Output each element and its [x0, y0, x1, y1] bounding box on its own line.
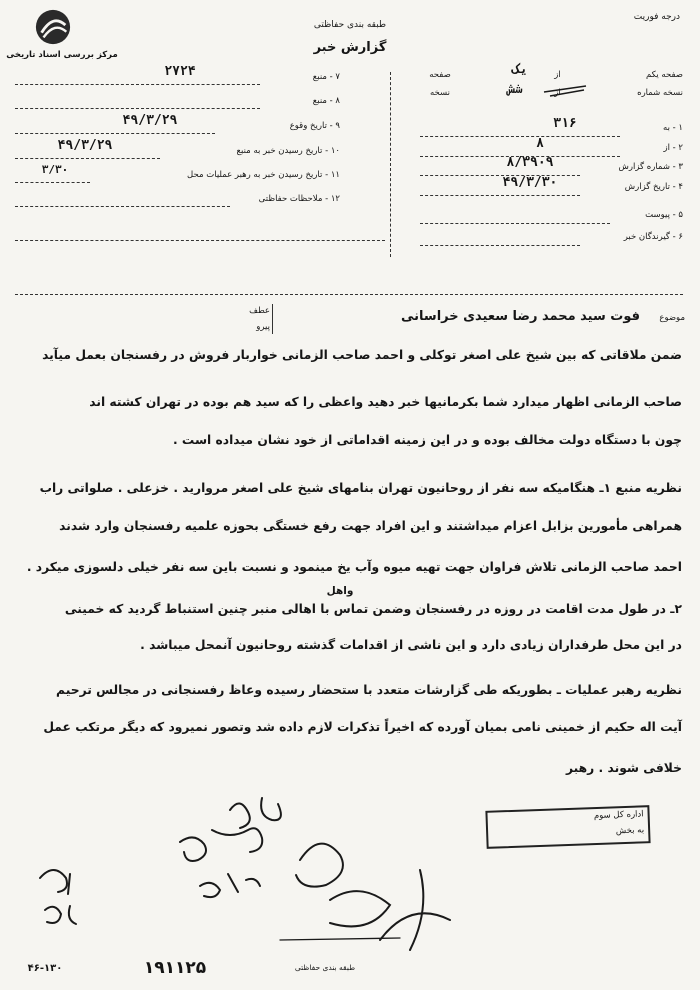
footer-classification: طبقه بندی حفاظتی — [294, 963, 356, 972]
field3-value: ۸/۳۹۰۹ — [506, 155, 554, 170]
field3-label: ۳ - شماره گزارش — [618, 162, 683, 172]
field9-value: ۴۹/۳/۲۹ — [122, 113, 178, 128]
field2-label: ۲ - از — [663, 143, 683, 153]
field7-label: ۷ - منبع — [312, 72, 340, 82]
body-line-10: آیت اله حکیم از خمینی نامی بمیان آورده که اخیراً تذکرات لازم داده شد وتصور نمیرود که دیگر مرتکب عمل — [43, 720, 682, 734]
field4-line — [420, 195, 580, 196]
follow-up-label: پیرو — [256, 322, 270, 332]
field10-label: ۱۰ - تاریخ رسیدن خبر به منبع — [236, 146, 340, 156]
field9-label: ۹ - تاریخ وقوع — [289, 121, 340, 131]
subject-label: موضوع — [659, 313, 685, 323]
field10-line — [15, 158, 160, 159]
field5-label: ۵ - پیوست — [645, 210, 683, 220]
body-line-1: ضمن ملاقاتی که بین شیخ علی اصغر توکلی و احمد صاحب الزمانی خواربار فروش در رفسنجان بعمل میآید — [42, 348, 682, 362]
field9-line — [15, 133, 215, 134]
priority-label: درجه فوریت — [633, 12, 680, 22]
archive-emblem-icon — [34, 8, 72, 46]
field7-line — [15, 84, 260, 85]
field7-value: ۲۷۲۴ — [164, 64, 196, 79]
stamp-line-1: اداره کل سوم — [593, 809, 644, 822]
left-blank-line — [15, 240, 385, 241]
field12-label: ۱۲ - ملاحظات حفاظتی — [258, 194, 340, 204]
field6-line — [420, 245, 580, 246]
field4-label: ۴ - تاریخ گزارش — [624, 182, 683, 192]
body-line-6: احمد صاحب الزمانی تلاش فراوان جهت تهیه میوه وآب یخ مینمود و نسبت باین سه نفر خیلی دلسوزی میکرد . — [26, 560, 682, 574]
field1-value: ۳۱۶ — [553, 116, 577, 131]
body-line-5: همراهی مأمورین بزابل اعزام میداشتند و این افراد جهت رفع خستگی بحوزه علمیه رفسنجان وارد شدند — [59, 519, 682, 533]
stamp-line-2: به بخش — [615, 825, 645, 837]
logo-text: مرکز بررسی اسناد تاریخی — [6, 50, 118, 60]
handwritten-signatures — [0, 790, 700, 990]
field11-label: ۱۱ - تاریخ رسیدن خبر به رهبر عملیات محل — [187, 170, 340, 180]
body-line-9: نظریه رهبر عملیات ـ بطوریکه طی گزارشات متعدد با ستحضار رسیده وعاظ رفسنجانی در مجالس ترحیم — [56, 683, 682, 697]
subject-text: فوت سید محمد رضا سعیدی خراسانی — [401, 309, 640, 324]
footer-left-number: ۴۶-۱۳۰ — [27, 963, 63, 974]
report-title: گزارش خبر — [313, 40, 387, 55]
field8-line — [15, 108, 260, 109]
archive-logo — [4, 6, 120, 66]
body-line-11: خلافی شوند . رهبر — [565, 761, 682, 775]
field6-label: ۶ - گیرندگان خبر — [623, 232, 683, 242]
body-line-2: صاحب الزمانی اظهار میدارد شما بکرمانیها خبر دهید واعظی را که سید هم بوده در تهران کشته اند — [89, 395, 682, 409]
classification-label: طبقه بندی حفاظتی — [313, 20, 387, 30]
body-line-4: نظریه منبع ۱ـ هنگامیکه سه نفر از روحانیون تهران بنامهای شیخ علی اصغر مروارید . خزعلی . صلواتی راب — [39, 481, 682, 495]
reference-label: عطف — [249, 306, 270, 316]
field8-label: ۸ - منبع — [312, 96, 340, 106]
copy-sep: از — [554, 88, 561, 98]
body-line-3: چون با دستگاه دولت مخالف بوده و در این زمینه اقداماتی از خود نشان میداده است . — [172, 433, 682, 447]
field11-value: ۳/۳۰ — [41, 163, 69, 176]
page-label: صفحه یکم — [646, 70, 683, 80]
field4-value: ۴۹/۳/۳۰ — [502, 175, 558, 190]
field2-value: ۸ — [536, 136, 544, 151]
column-divider — [390, 72, 391, 257]
header-separator — [15, 294, 683, 295]
copy-suffix: نسخه — [430, 88, 450, 98]
field1-label: ۱ - به — [663, 123, 683, 133]
page-suffix: صفحه — [429, 70, 451, 80]
copy-label: نسخه شماره — [637, 88, 683, 98]
strikeout-mark — [540, 78, 590, 100]
body-insert: واهل — [326, 585, 354, 597]
body-line-7: ۲ـ در طول مدت اقامت در روزه در رفسنجان وضمن تماس با اهالی منبر چنین استنباط گردید که خمینی — [64, 602, 682, 616]
footer-document-number: ۱۹۱۱۲۵ — [143, 958, 207, 978]
field11-line — [15, 182, 90, 183]
page-value: یک — [512, 62, 528, 77]
field10-value: ۴۹/۳/۲۹ — [57, 138, 113, 153]
body-line-8: در این محل طرفداران زیادی دارد و این ناشی از اقدامات گذشته روحانیون آنمحل میباشد . — [140, 638, 682, 652]
field12-line — [15, 206, 230, 207]
page-sep: از — [554, 70, 561, 80]
copy-value: شش — [507, 82, 523, 96]
field5-line — [420, 223, 610, 224]
subject-divider — [272, 304, 273, 334]
